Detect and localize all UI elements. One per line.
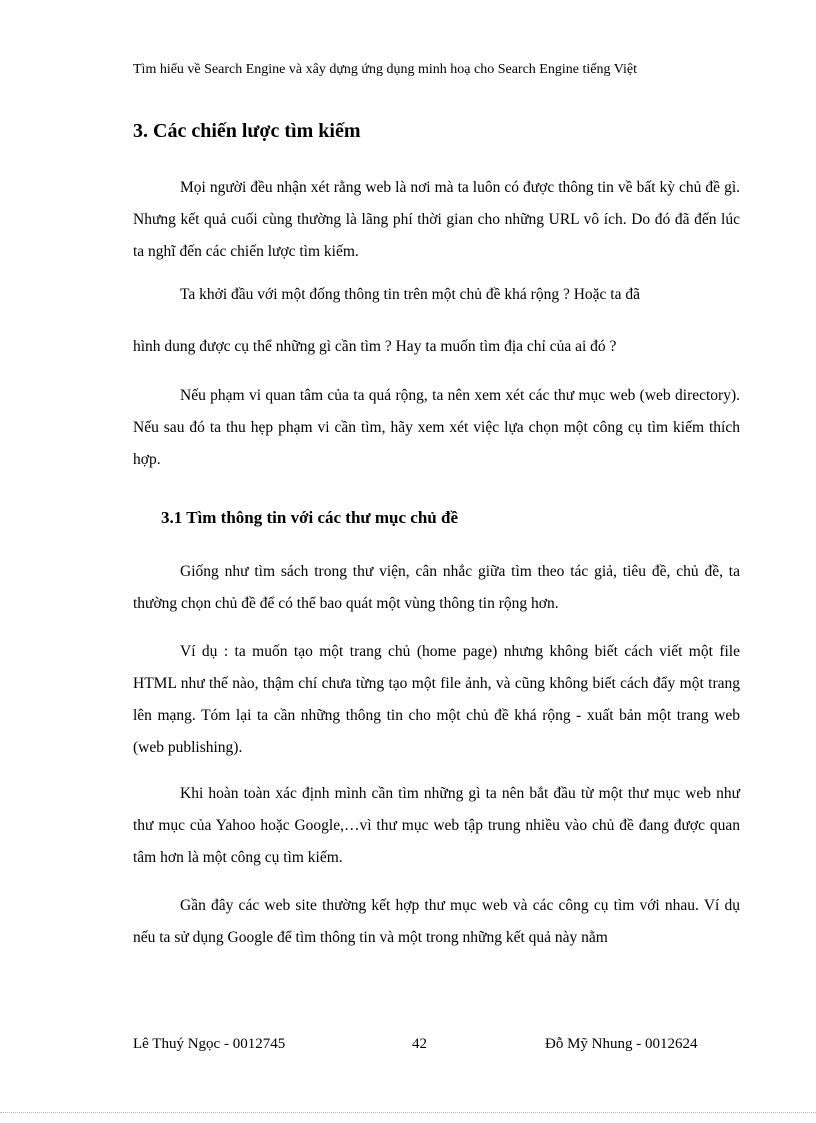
section-paragraph-4: [133, 380, 740, 476]
section-paragraph-1-text: Mọi người đều nhận xét rằng web là nơi mà ta luôn có được thông tin về bất kỳ chủ đề gì. Nhưng kết quả cuối cùng thường là lãng phí thời gian cho những URL vô ích. Do đó đã đến lúc ta nghĩ đến các chiến lược tìm kiếm.: [133, 179, 740, 260]
subsection-paragraph-2-text: Ví dụ : ta muốn tạo một trang chủ (home page) nhưng không biết cách viết một file HTML như thế nào, thậm chí chưa từng tạo một file ảnh, và cũng không biết cách đẩy một trang lên mạng. Tóm lại ta cần những thông tin cho một chủ đề khá rộng - xuất bản một trang web (web publishing).: [133, 643, 740, 756]
section-paragraph-1: [133, 172, 740, 268]
footer-author-left: Lê Thuý Ngọc - 0012745: [133, 1036, 286, 1052]
section-paragraph-4-text: Nếu phạm vi quan tâm của ta quá rộng, ta nên xem xét các thư mục web (web directory). Nếu sau đó ta thu hẹp phạm vi cần tìm, hãy xem xét việc lựa chọn một công cụ tìm kiếm thích hợp.: [133, 387, 740, 468]
subsection-heading: 3.1 Tìm thông tin với các thư mục chủ đề: [161, 508, 458, 527]
subsection-paragraph-2: [133, 636, 740, 764]
section-line-3: hình dung được cụ thể những gì cần tìm ? Hay ta muốn tìm địa chỉ của ai đó ?: [133, 338, 617, 355]
subsection-paragraph-1-text: Giống như tìm sách trong thư viện, cân nhắc giữa tìm theo tác giả, tiêu đề, chủ đề, ta thường chọn chủ đề để có thể bao quát một vùng thông tin rộng hơn.: [133, 563, 740, 612]
section-heading: 3. Các chiến lược tìm kiếm: [133, 120, 361, 142]
subsection-paragraph-3-text: Khi hoàn toàn xác định mình cần tìm những gì ta nên bắt đầu từ một thư mục web như thư mục của Yahoo hoặc Google,…vì thư mục web tập trung nhiều vào chủ đề đang được quan tâm hơn là một công cụ tìm kiếm.: [133, 785, 740, 866]
running-header: Tìm hiểu về Search Engine và xây dựng ứng dụng minh hoạ cho Search Engine tiếng Việt: [133, 62, 637, 77]
subsection-paragraph-1: [133, 556, 740, 620]
subsection-paragraph-3: [133, 778, 740, 874]
footer-author-right: Đỗ Mỹ Nhung - 0012624: [545, 1036, 698, 1052]
subsection-paragraph-4: [133, 890, 740, 954]
section-line-2: Ta khởi đầu với một đống thông tin trên một chủ đề khá rộng ? Hoặc ta đã: [180, 286, 640, 303]
page-bottom-divider: [0, 1112, 816, 1113]
page-number: 42: [412, 1036, 427, 1052]
subsection-paragraph-4-text: Gần đây các web site thường kết hợp thư mục web và các công cụ tìm với nhau. Ví dụ nếu ta sử dụng Google để tìm thông tin và một trong những kết quả này nằm: [133, 897, 740, 946]
